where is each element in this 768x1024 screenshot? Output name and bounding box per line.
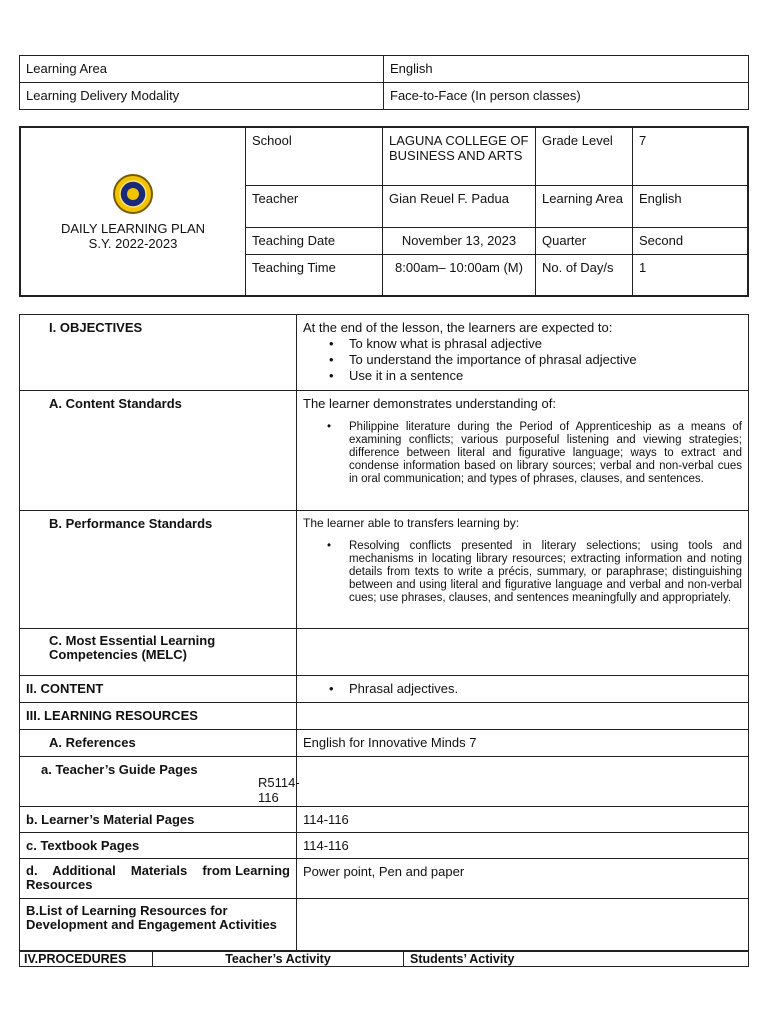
additional-materials-value: Power point, Pen and paper — [297, 859, 749, 899]
teacher-value: Gian Reuel F. Padua — [383, 185, 536, 227]
learning-resources-list-value — [297, 899, 749, 951]
days-label: No. of Day/s — [536, 254, 633, 296]
learning-area-value-2: English — [633, 185, 749, 227]
references-label: A. References — [20, 730, 297, 757]
learning-area-value: English — [384, 56, 749, 83]
days-value: 1 — [633, 254, 749, 296]
performance-standards-item: • Resolving conflicts presented in literary selections; using tools and mechanisms in locating library resources; extracting information and noting details from texts to write a précis, summary, or paraphrase; distinguishing between and using literal and figurative language and verbal and non-verbal cues; use phrases, clauses, and sentences meaningfully and appropriately. — [349, 540, 742, 605]
teachers-guide-label-text: a. Teacher’s Guide Pages — [41, 762, 198, 777]
performance-standards-intro: The learner able to transfers learning by: — [303, 516, 520, 530]
content-item: • Phrasal adjectives. — [349, 681, 742, 696]
learning-resources-value — [297, 703, 749, 730]
plan-title: DAILY LEARNING PLAN — [60, 220, 205, 236]
melc-value — [297, 629, 749, 676]
teaching-date-label: Teaching Date — [246, 227, 383, 254]
performance-standards-cell — [297, 511, 749, 629]
learning-resources-label: III. LEARNING RESOURCES — [20, 703, 297, 730]
content-standards-label: A. Content Standards — [20, 391, 297, 511]
teaching-date-value: November 13, 2023 — [383, 227, 536, 254]
objective-item: • To know what is phrasal adjective — [349, 336, 742, 352]
objectives-list — [303, 336, 742, 384]
learners-material-value: 114-116 — [297, 807, 749, 833]
school-year: S.Y. 2022-2023 — [88, 235, 178, 251]
objectives-label: I. OBJECTIVES — [20, 315, 297, 391]
content-cell — [297, 676, 749, 703]
info-table — [19, 55, 749, 110]
content-standards-intro: The learner demonstrates understanding of: — [303, 396, 556, 411]
melc-label: C. Most Essential Learning Competencies (MELC) — [20, 629, 297, 676]
objective-item: • Use it in a sentence — [349, 368, 742, 384]
content-standards-list — [303, 421, 742, 486]
objectives-intro: At the end of the lesson, the learners are expected to: — [303, 320, 613, 335]
teaching-time-value: 8:00am– 10:00am (M) — [383, 254, 536, 296]
procedures-label: IV.PROCEDURES — [20, 952, 153, 967]
procedures-table — [19, 951, 749, 967]
teachers-activity-header: Teacher’s Activity — [153, 952, 404, 967]
content-label: II. CONTENT — [20, 676, 297, 703]
students-activity-header: Students’ Activity — [404, 952, 749, 967]
teachers-guide-value: R5114-116 — [258, 775, 300, 805]
teacher-label: Teacher — [246, 185, 383, 227]
performance-standards-label: B. Performance Standards — [20, 511, 297, 629]
objectives-cell — [297, 315, 749, 391]
quarter-label: Quarter — [536, 227, 633, 254]
learners-material-label: b. Learner’s Material Pages — [20, 807, 297, 833]
grade-level-label: Grade Level — [536, 127, 633, 185]
teachers-guide-label — [20, 757, 300, 807]
content-standards-item: • Philippine literature during the Period of Apprenticeship as a means of examining conflicts; various purposeful listening and viewing strategies; difference between literal and figurative language; ways to extract and condense information based on library sources; verbal and non-verbal cues in oral communication; and types of phrases, clauses, and sentences. — [349, 421, 742, 486]
references-value: English for Innovative Minds 7 — [297, 730, 749, 757]
school-label: School — [246, 127, 383, 185]
objective-item: • To understand the importance of phrasal adjective — [349, 352, 742, 368]
header-table — [19, 126, 749, 297]
school-seal-icon — [112, 173, 154, 215]
learning-area-label: Learning Area — [20, 56, 384, 83]
teaching-time-label: Teaching Time — [246, 254, 383, 296]
textbook-pages-label: c. Textbook Pages — [20, 833, 297, 859]
textbook-pages-value: 114-116 — [297, 833, 749, 859]
teachers-guide-cell — [297, 757, 749, 807]
content-list — [303, 681, 742, 696]
quarter-value: Second — [633, 227, 749, 254]
grade-level-value: 7 — [633, 127, 749, 185]
performance-standards-list — [303, 540, 742, 605]
plan-title-cell — [20, 127, 246, 296]
delivery-modality-value: Face-to-Face (In person classes) — [384, 83, 749, 110]
content-standards-cell — [297, 391, 749, 511]
delivery-modality-label: Learning Delivery Modality — [20, 83, 384, 110]
additional-materials-label: d. Additional Materials from Learning Resources — [20, 859, 297, 899]
learning-area-label-2: Learning Area — [536, 185, 633, 227]
school-value: LAGUNA COLLEGE OF BUSINESS AND ARTS — [383, 127, 536, 185]
learning-resources-list-label: B.List of Learning Resources for Development and Engagement Activities — [20, 899, 297, 951]
plan-table — [19, 314, 749, 951]
